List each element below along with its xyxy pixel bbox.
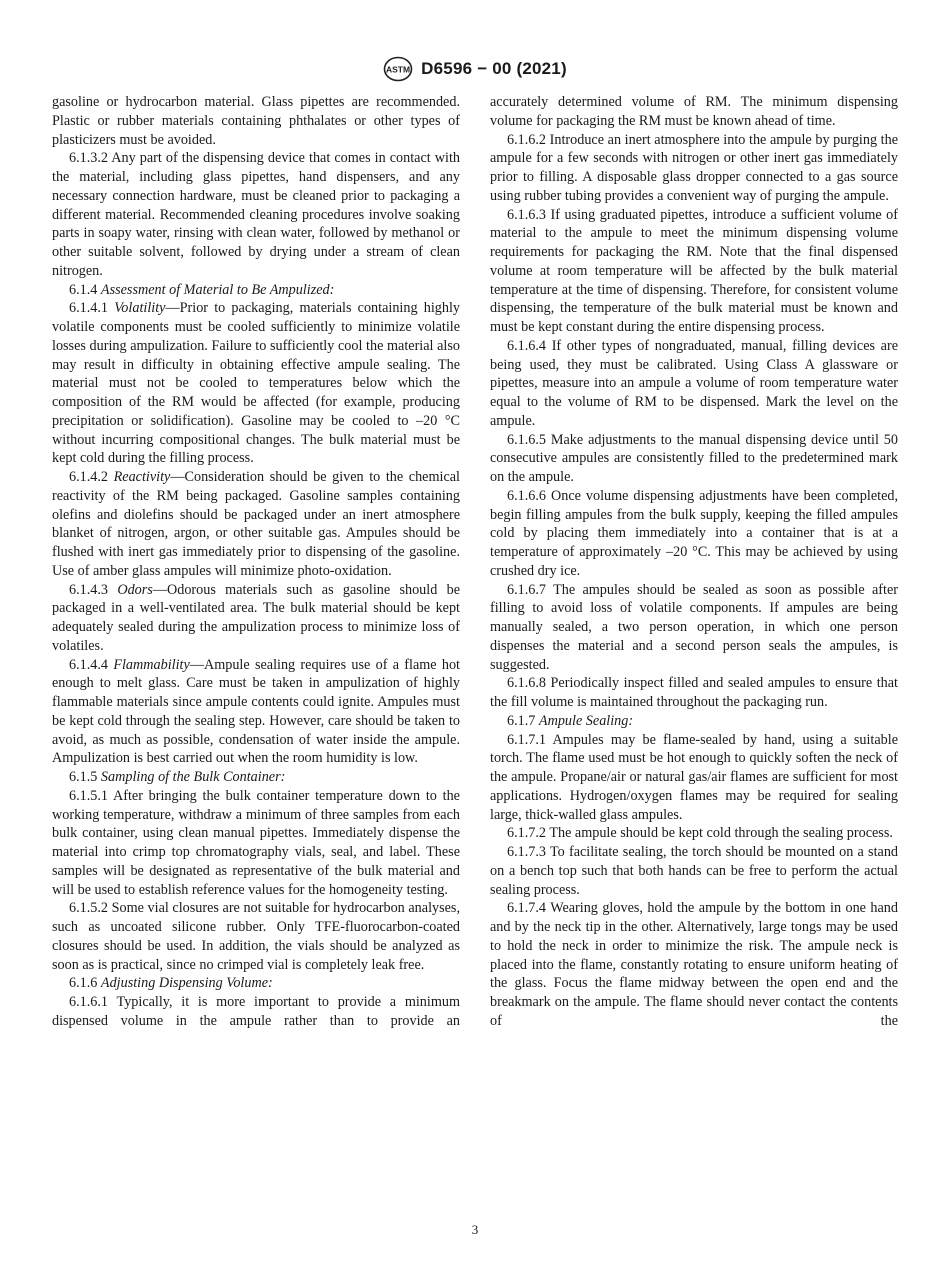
paragraph-6-1-4-1: 6.1.4.1 Volatility—Prior to packaging, materials containing highly volatile components must be cooled sufficiently to minimize volatile losses during ampulization. Failure to sufficiently cool the material also may result in difficulty in obtaining effective ampule sealing. The material must not be cooled to temperatures below which the composition of the RM would be affected (for example, producing precipitation or solidification). Gasoline may be cooled to –20 °C without incurring compositional changes. The bulk material must be kept cold during the filling process. bbox=[52, 300, 461, 467]
paragraph-6-1-5-1: 6.1.5.1 After bringing the bulk container temperature down to the working temperature, withdraw a minimum of three samples from each bulk container, using clean manual pipettes. Immediately dispense the material into crimp top chromatography vials, seal, and label. These samples will be designated as representative of the bulk material and will be used to establish reference values for the homogeneity testing. bbox=[52, 787, 460, 898]
right-column bbox=[490, 93, 898, 1031]
paragraph-6-1-6-4: 6.1.6.4 If other types of nongraduated, manual, filling devices are being used, they must be calibrated. Using Class A glassware or pipettes, measure into an ampule a volume of room temperature water equal to the volume of RM to be dispensed. Mark the level on the ampule. bbox=[490, 337, 898, 429]
section-heading-6-1-4: 6.1.4 Assessment of Material to Be Ampulized: bbox=[69, 281, 335, 298]
paragraph-6-1-5-2: 6.1.5.2 Some vial closures are not suitable for hydrocarbon analyses, such as uncoated silicone rubber. Only TFE-fluorocarbon-coated closures should be used. In addition, the vials should be analyzed as soon as is practical, since no crimped vial is completely leak free. bbox=[52, 900, 460, 973]
paragraph-6-1-4-4: 6.1.4.4 Flammability—Ampule sealing requires use of a flame hot enough to melt glass. Care must be taken in ampulization of highly flammable materials since ampule contents could ignite. Ampules must be kept cold through the sealing step. However, care should be taken to avoid, as much as possible, condensation of water inside the ampule. Ampulization is best carried out when the room humidity is low. bbox=[52, 656, 461, 767]
left-column bbox=[52, 93, 460, 1031]
paragraph-6-1-6-1: 6.1.6.1 Typically, it is more important to provide a minimum dispensed volume in the ampule rather than to provide an bbox=[52, 994, 460, 1029]
paragraph: gasoline or hydrocarbon material. Glass pipettes are recommended. Plastic or rubber materials containing phthalates or other types of plasticizers must be avoided. bbox=[52, 94, 460, 148]
astm-logo-icon bbox=[383, 56, 413, 82]
paragraph-6-1-6-2: 6.1.6.2 Introduce an inert atmosphere into the ampule by purging the ampule for a few seconds with nitrogen or other inert gas immediately prior to filling. A disposable glass dropper connected to a gas source using rubber tubing provides a convenient way of purging the ampule. bbox=[490, 131, 899, 204]
paragraph: accurately determined volume of RM. The minimum dispensing volume for packaging the RM must be known ahead of time. bbox=[490, 94, 898, 129]
paragraph-6-1-4-3: 6.1.4.3 Odors—Odorous materials such as gasoline should be packaged in a well-ventilated area. The bulk material should be kept adequately sealed during the ampulization process to minimize loss of volatiles. bbox=[52, 581, 461, 654]
section-heading-6-1-7: 6.1.7 Ampule Sealing: bbox=[507, 712, 634, 729]
paragraph-6-1-6-8: 6.1.6.8 Periodically inspect filled and sealed ampules to ensure that the fill volume is maintained throughout the packaging run. bbox=[490, 675, 899, 710]
paragraph-6-1-7-4: 6.1.7.4 Wearing gloves, hold the ampule by the bottom in one hand and by the neck tip in the other. Alternatively, large tongs may be used to hold the neck in order to minimize the risk. The ampule neck is placed into the flame, constantly rotating to ensure uniform heating of the glass. Focus the flame midway between the open end and the breakmark on the ampule. The flame should never contact the contents of the bbox=[490, 900, 898, 1029]
page-number: 3 bbox=[471, 1222, 479, 1237]
paragraph-6-1-7-3: 6.1.7.3 To facilitate sealing, the torch should be mounted on a stand on a bench top such that both hands can be free to perform the actual sealing process. bbox=[490, 844, 899, 898]
section-heading-6-1-5: 6.1.5 Sampling of the Bulk Container: bbox=[69, 769, 286, 785]
paragraph-6-1-7-1: 6.1.7.1 Ampules may be flame-sealed by hand, using a suitable torch. The flame used must be hot enough to quickly soften the neck of the ampule. Propane/air or natural gas/air flames are sufficient for most applications. Hydrogen/oxygen flames may be required for sealing large, thick-walled glass ampules. bbox=[490, 731, 899, 823]
page-header bbox=[0, 56, 950, 82]
document-designation: D6596 − 00 (2021) bbox=[421, 59, 567, 78]
section-heading-6-1-6: 6.1.6 Adjusting Dispensing Volume: bbox=[69, 975, 273, 992]
paragraph-6-1-6-7: 6.1.6.7 The ampules should be sealed as soon as possible after filling to avoid loss of volatile components. If ampules are being manually sealed, a two person operation, in which one person dispenses the material and a second person seals the ampules, is suggested. bbox=[490, 581, 898, 673]
logo-text: ASTM bbox=[386, 64, 411, 75]
paragraph-6-1-3-2: 6.1.3.2 Any part of the dispensing device that comes in contact with the material, including glass pipettes, hand dispensers, and any necessary connection hardware, must be cleaned prior to packaging a different material. Recommended cleaning procedures involve soaking parts in soapy water, rinsing with clean water, followed by methanol or other suitable solvent, followed by drying under a stream of clean nitrogen. bbox=[52, 150, 461, 279]
paragraph-6-1-4-2: 6.1.4.2 Reactivity—Consideration should be given to the chemical reactivity of the RM being packaged. Gasoline samples containing olefins and diolefins should be packaged under an inert atmosphere blanket of nitrogen, argon, or other suitable gas. Ampules should be flushed with inert gas immediately prior to dispensing of the gasoline. Use of amber glass ampules will minimize photo-oxidation. bbox=[52, 469, 460, 579]
paragraph-6-1-7-2: 6.1.7.2 The ampule should be kept cold through the sealing process. bbox=[507, 825, 893, 842]
paragraph-6-1-6-5: 6.1.6.5 Make adjustments to the manual dispensing device until 50 consecutive ampules are consistently filled to the predetermined mark on the ampule. bbox=[490, 431, 898, 485]
paragraph-6-1-6-3: 6.1.6.3 If using graduated pipettes, introduce a sufficient volume of material to the ampule to meet the minimum dispensing volume requirements for packaging the RM. Note that the final dispensed volume at room temperature will be affected by the bulk material temperature at the time of dispensing. Therefore, for consistent volume dispensing, the temperature of the bulk material must be known and must be kept constant during the entire dispensing process. bbox=[490, 206, 898, 335]
paragraph-6-1-6-6: 6.1.6.6 Once volume dispensing adjustments have been completed, begin filling ampules from the bulk supply, keeping the filled ampules cold by placing them immediately into a container that is at a temperature of approximately –20 °C. This may be achieved by using crushed dry ice. bbox=[490, 487, 899, 579]
